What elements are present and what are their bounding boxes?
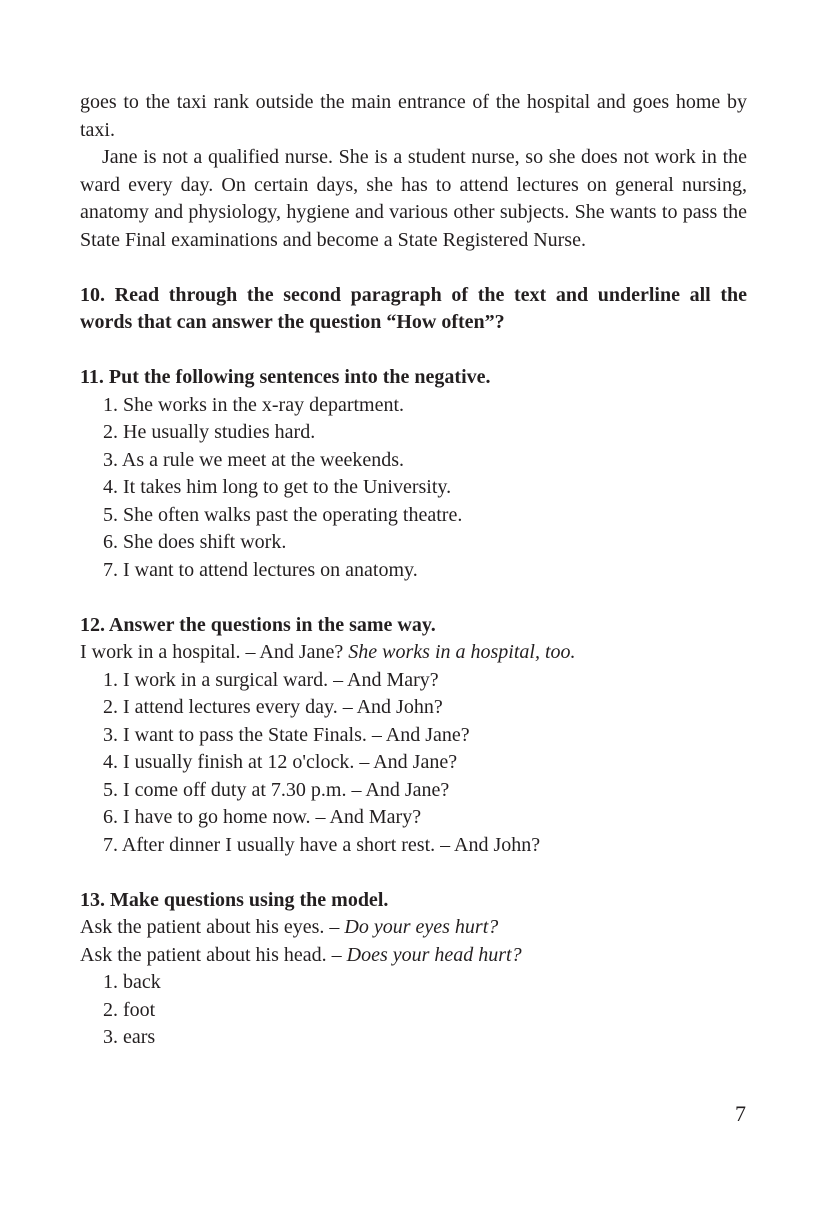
list-item: 7. I want to attend lectures on anatomy. (103, 558, 418, 581)
exercise-12-model (80, 639, 747, 667)
model-answer: Do your eyes hurt? (344, 916, 499, 938)
list-item: 7. After dinner I usually have a short rest. – And John? (103, 833, 541, 856)
exercise-10-heading: 10. Read through the second paragraph of the text and underline all the words that can answer the question “How often”? (80, 283, 747, 333)
model-prompt: Ask the patient about his eyes. – (80, 916, 345, 938)
exercise-13-heading: 13. Make questions using the model. (80, 888, 389, 911)
list-item: 2. I attend lectures every day. – And John? (103, 696, 443, 718)
list-item: 3. ears (103, 1026, 156, 1048)
exercise-11-heading: 11. Put the following sentences into the negative. (80, 366, 491, 388)
paragraph-continuation: goes to the taxi rank outside the main entrance of the hospital and goes home by taxi. (80, 91, 747, 141)
list-item: 4. It takes him long to get to the University. (103, 476, 452, 498)
list-item: 1. back (103, 971, 161, 993)
model-prompt: I work in a hospital. – And Jane? (80, 641, 349, 663)
model-prompt: Ask the patient about his head. – (80, 943, 347, 966)
list-item: 4. I usually finish at 12 o'clock. – And Jane? (103, 751, 458, 773)
spacer (80, 254, 747, 282)
page-number: 7 (735, 1101, 746, 1126)
list-item: 5. She often walks past the operating theatre. (103, 503, 463, 526)
spacer (80, 584, 747, 612)
exercise-13-model-2 (80, 942, 747, 970)
list-item: 2. foot (103, 998, 156, 1021)
model-answer: Does your head hurt? (346, 943, 522, 966)
list-item: 6. I have to go home now. – And Mary? (103, 806, 422, 828)
spacer (80, 859, 747, 887)
exercise-12-list (80, 667, 747, 860)
list-item: 1. I work in a surgical ward. – And Mary? (103, 668, 439, 691)
list-item: 3. I want to pass the State Finals. – And Jane? (103, 723, 470, 746)
list-item: 3. As a rule we meet at the weekends. (103, 448, 405, 471)
list-item: 2. He usually studies hard. (103, 421, 316, 443)
list-item: 5. I come off duty at 7.30 p.m. – And Jane? (103, 778, 450, 801)
exercise-12-heading: 12. Answer the questions in the same way. (80, 613, 436, 636)
model-answer: She works in a hospital, too. (348, 641, 576, 663)
exercise-11-list (80, 392, 747, 585)
exercise-13-model-1 (80, 914, 747, 942)
page-content (80, 89, 747, 1052)
spacer (80, 337, 747, 365)
list-item: 6. She does shift work. (103, 531, 287, 553)
list-item: 1. She works in the x-ray department. (103, 393, 405, 416)
paragraph-jane: Jane is not a qualified nurse. She is a student nurse, so she does not work in the ward every day. On certain days, she has to attend lectures on general nursing, anatomy and physiology, hygiene and various other subjects. She wants to pass the State Final examinations and become a State Registered Nurse. (80, 146, 747, 251)
exercise-13-list (80, 969, 747, 1052)
